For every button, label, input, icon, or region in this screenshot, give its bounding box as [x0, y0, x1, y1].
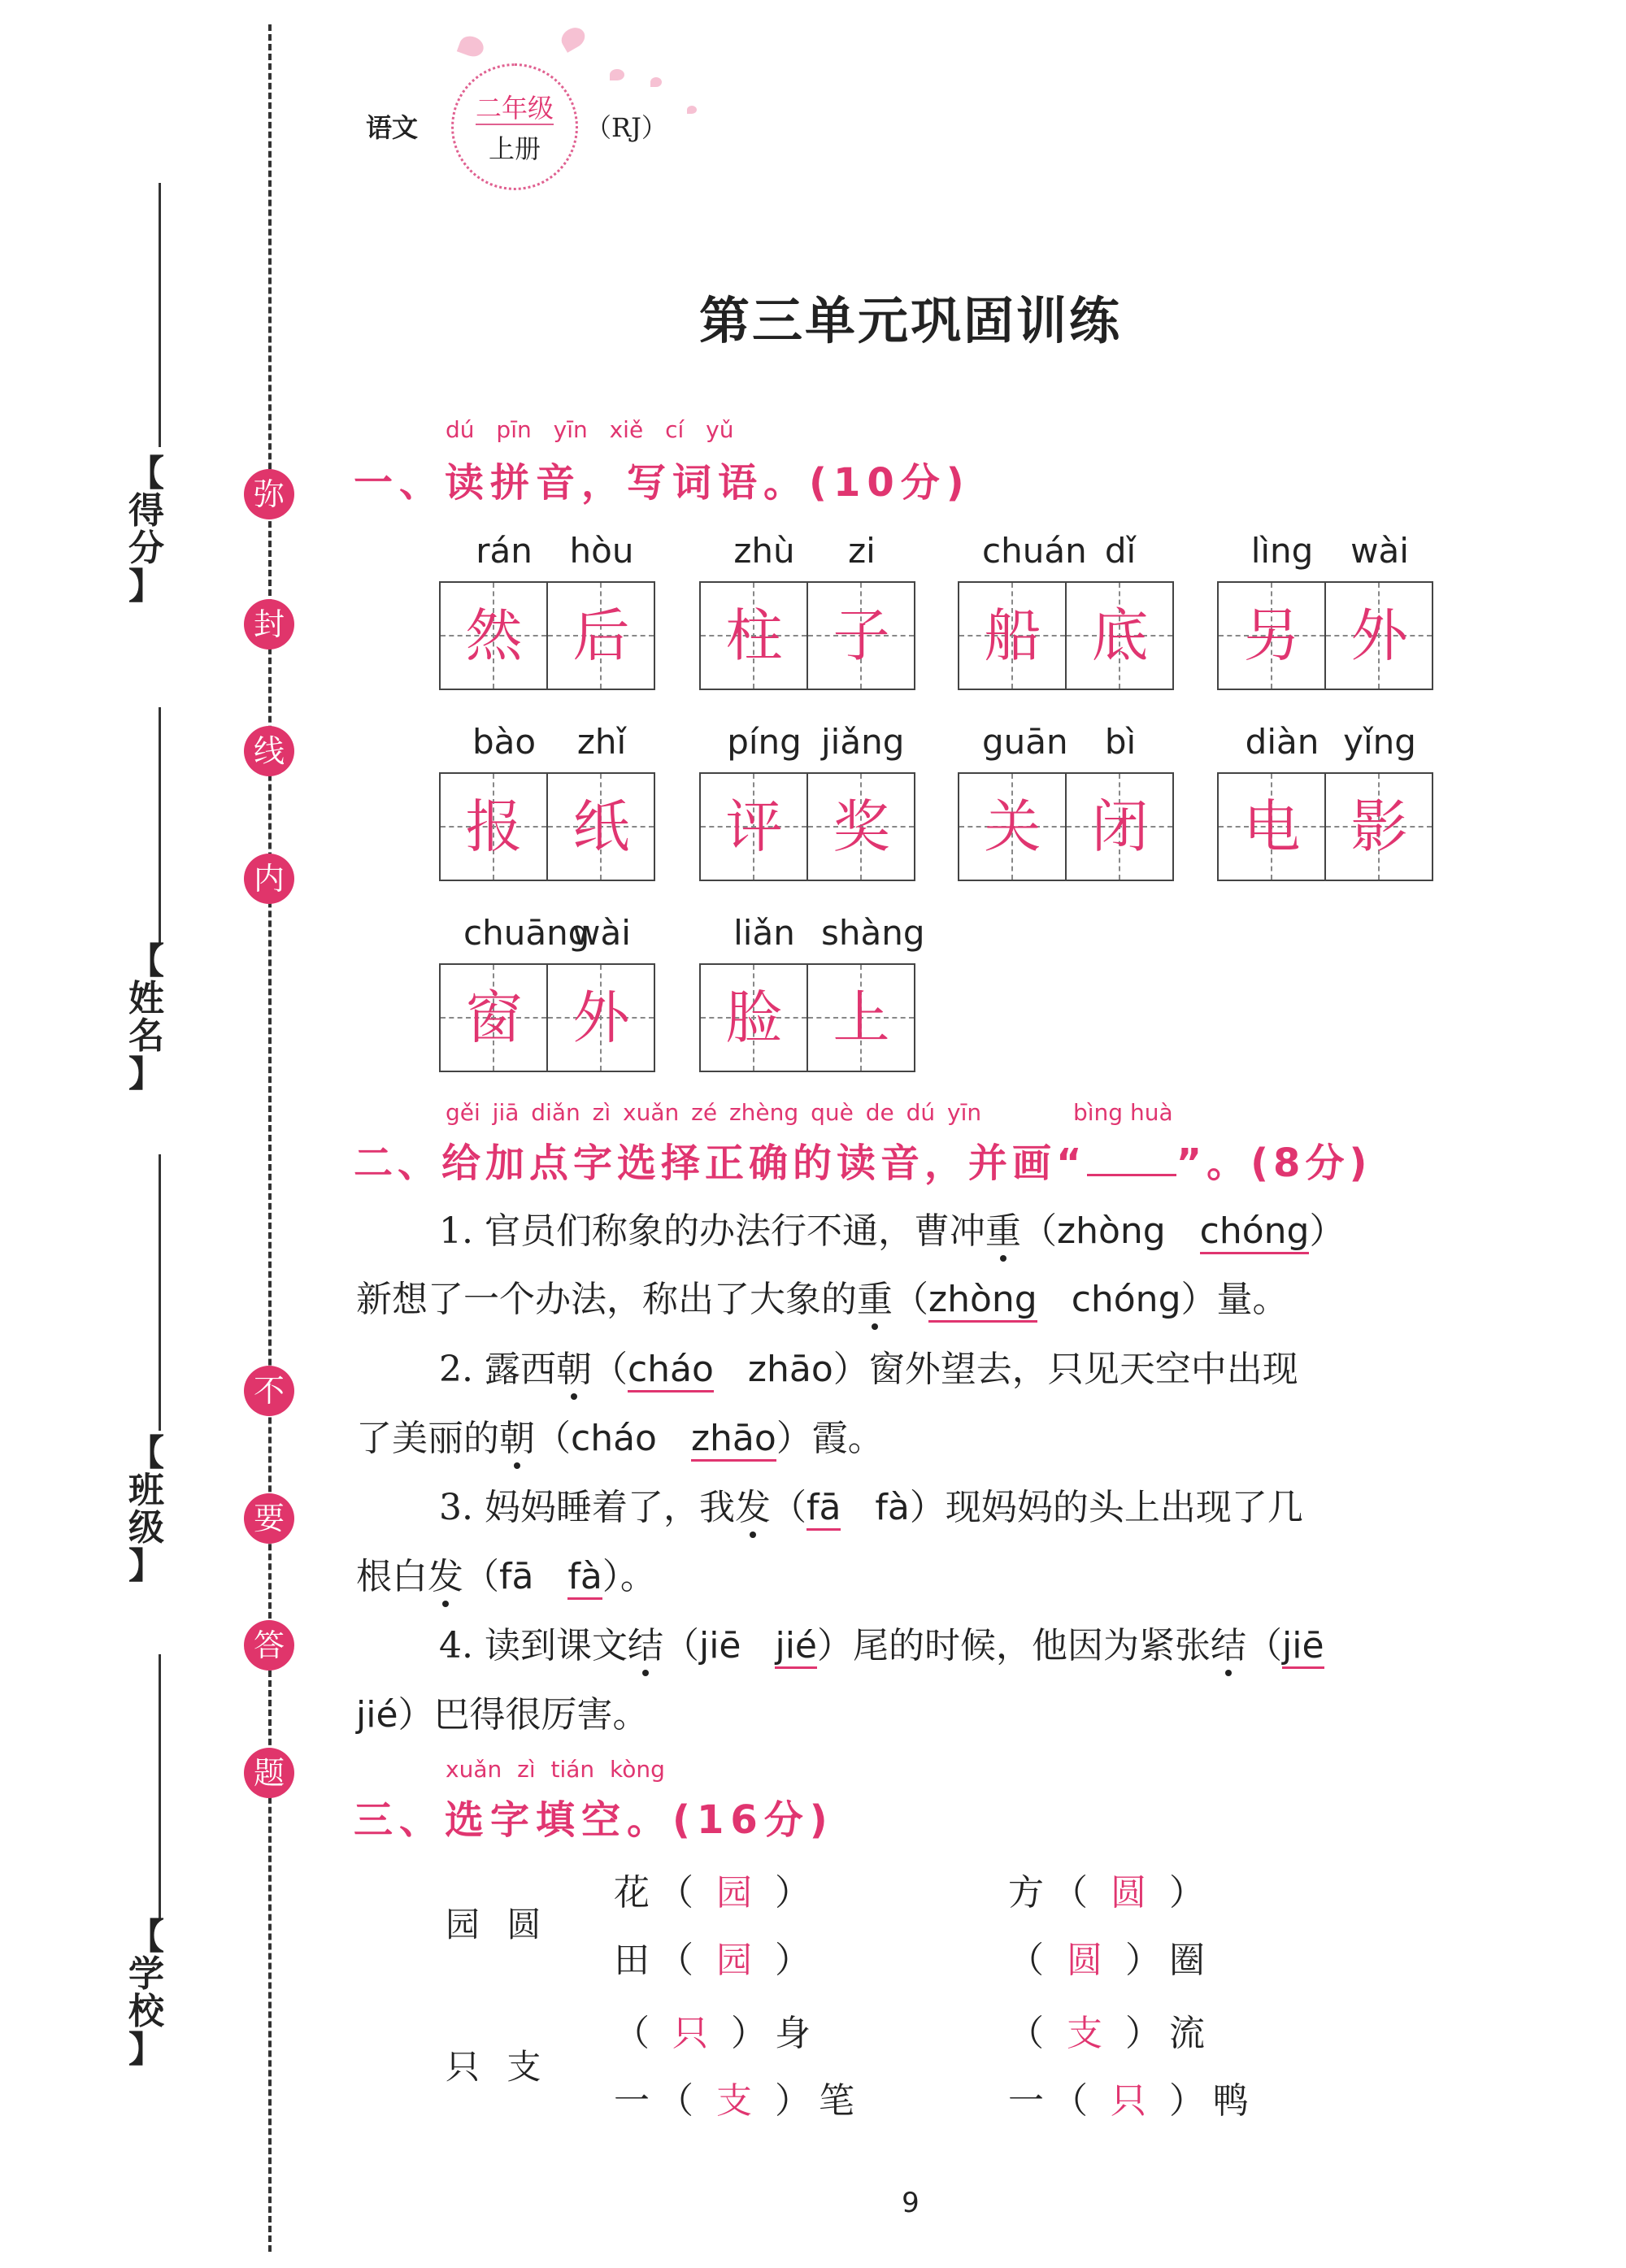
grade-divider — [476, 124, 554, 125]
blank-context: ）圈 — [1125, 1940, 1213, 1981]
answer-char: 评 — [725, 793, 783, 860]
seal-char: 要 — [244, 1493, 294, 1544]
answer-char: 船 — [984, 602, 1041, 669]
answer-char: 外 — [1350, 602, 1408, 669]
seal-char: 线 — [244, 726, 294, 776]
subject-label: 语文 — [366, 112, 419, 143]
q2-line2: 了美丽的朝（cháo zhāo）霞。 — [356, 1409, 884, 1461]
answer-char: 然 — [465, 602, 523, 669]
word-pinyin: yǐng — [1343, 722, 1416, 762]
answer-char: 纸 — [572, 793, 630, 860]
writing-grid[interactable] — [439, 581, 655, 690]
word-pinyin: zhǐ — [576, 722, 627, 762]
grid-cell[interactable] — [701, 965, 806, 1071]
grid-cell[interactable] — [806, 774, 914, 880]
grid-cell[interactable] — [806, 583, 914, 689]
section1-pinyin: dú pīn yīn xiě cí yǔ — [446, 416, 734, 443]
fill-blank-item — [1008, 2071, 1257, 2123]
answer-char: 窗 — [465, 984, 523, 1051]
q1-line1: 1. 官员们称象的办法行不通，曹冲重（zhòng chóng） — [439, 1201, 1345, 1253]
writing-grid[interactable] — [699, 963, 915, 1072]
section3-pinyin: xuǎn zì tián kòng — [446, 1756, 665, 1783]
fill-blank-item — [1008, 1863, 1213, 1915]
word-pinyin: shàng — [821, 913, 925, 953]
section3-heading: 三、选字填空。(16分) — [354, 1797, 834, 1843]
answer-underline[interactable]: chóng — [1200, 1210, 1310, 1254]
answer-char: 另 — [1243, 602, 1301, 669]
q4-line1: 4. 读到课文结（jiē jié）尾的时候，他因为紧张结（jiē — [439, 1616, 1324, 1668]
name-line[interactable] — [159, 707, 161, 943]
seal-char: 内 — [244, 854, 294, 904]
grade-label: 二年级 — [475, 93, 554, 124]
word-pinyin: bào — [472, 722, 537, 762]
word-pinyin: chuán — [982, 531, 1087, 571]
grid-cell[interactable] — [441, 774, 546, 880]
writing-grid[interactable] — [699, 581, 915, 690]
section2-heading: 二、给加点字选择正确的读音，并画“ ”。(8分) — [354, 1141, 1372, 1186]
grid-cell[interactable] — [701, 583, 806, 689]
word-pinyin: rán — [476, 531, 533, 571]
blank-context: ） — [775, 1940, 819, 1981]
fill-blank-item — [1008, 2004, 1213, 2056]
fill-blank-item — [614, 1863, 819, 1915]
section1-heading: 一、读拼音，写词语。(10分) — [354, 460, 971, 506]
seal-char: 答 — [244, 1620, 294, 1671]
q3-line1: 3. 妈妈睡着了，我发（fā fà）现妈妈的头上出现了几 — [439, 1478, 1303, 1530]
blank-context: ）身 — [731, 2013, 819, 2054]
word-pinyin: zi — [848, 531, 876, 571]
char-options-1: 园 圆 — [446, 1905, 541, 1944]
seal-dotted-line — [268, 24, 272, 2252]
grid-cell[interactable] — [1065, 583, 1172, 689]
answer-underline[interactable]: zhāo — [691, 1418, 776, 1462]
blank-answer[interactable]: 圆 — [1067, 1940, 1111, 1981]
answer-underline[interactable]: zhòng — [928, 1279, 1037, 1323]
q2-line1: 2. 露西朝（cháo zhāo）窗外望去，只见天空中出现 — [439, 1340, 1298, 1392]
answer-underline[interactable]: fā — [806, 1487, 841, 1531]
grid-cell[interactable] — [1219, 583, 1324, 689]
blank-answer[interactable]: 只 — [1111, 2080, 1154, 2122]
blank-context: ） — [1169, 1872, 1213, 1914]
word-pinyin: guān — [982, 722, 1068, 762]
q1-line2: 新想了一个办法，称出了大象的重（zhòng chóng）量。 — [356, 1270, 1289, 1322]
class-label: 【 班 级 】 — [128, 1432, 164, 1587]
score-label: 【 得 分 】 — [128, 453, 164, 607]
seal-char: 不 — [244, 1366, 294, 1416]
blank-context: （ — [1008, 2013, 1052, 2054]
answer-char: 奖 — [833, 793, 890, 860]
seal-char: 封 — [244, 599, 294, 650]
answer-underline[interactable]: jiē — [1282, 1625, 1324, 1669]
blank-context: 花（ — [614, 1872, 702, 1914]
answer-char: 后 — [572, 602, 630, 669]
word-pinyin: diàn — [1245, 722, 1319, 762]
fill-blank-item — [614, 2071, 863, 2123]
q3-line2: 根白发（fā fà）。 — [356, 1547, 656, 1599]
section2-pinyin: gěi jiā diǎn zì xuǎn zé zhèng què de dú yīn — [446, 1099, 982, 1126]
grid-cell[interactable] — [959, 774, 1065, 880]
grid-cell[interactable] — [1324, 583, 1432, 689]
blank-context: （ — [614, 2013, 658, 2054]
section2-pinyin-b: bìng huà — [1073, 1099, 1173, 1126]
answer-char: 电 — [1243, 793, 1301, 860]
answer-underline[interactable]: fà — [567, 1556, 602, 1600]
grid-cell[interactable] — [546, 774, 654, 880]
petal-decoration — [687, 106, 697, 114]
blank-context: ）鸭 — [1169, 2080, 1257, 2122]
seal-char: 题 — [244, 1748, 294, 1798]
writing-grid[interactable] — [1217, 581, 1433, 690]
petal-decoration — [610, 69, 624, 80]
char-options-2: 只 支 — [446, 2047, 541, 2087]
answer-char: 报 — [465, 793, 523, 860]
writing-grid[interactable] — [958, 581, 1174, 690]
word-pinyin: wài — [572, 913, 631, 953]
answer-char: 上 — [833, 984, 890, 1051]
blank-answer[interactable]: 园 — [716, 1940, 760, 1981]
seal-char: 弥 — [244, 469, 294, 519]
fill-blank-item — [614, 1931, 819, 1983]
grid-cell[interactable] — [546, 583, 654, 689]
blank-context: ）笔 — [775, 2080, 863, 2122]
petal-decoration — [558, 24, 589, 53]
answer-char: 底 — [1091, 602, 1149, 669]
writing-grid[interactable] — [439, 772, 655, 881]
petal-decoration — [650, 77, 662, 87]
word-pinyin: dǐ — [1104, 531, 1137, 571]
answer-char: 闭 — [1091, 793, 1149, 860]
answer-underline[interactable]: cháo — [628, 1349, 714, 1393]
grid-cell[interactable] — [1324, 774, 1432, 880]
school-label: 【 学 校 】 — [128, 1916, 164, 2070]
grid-cell[interactable] — [441, 965, 546, 1071]
grid-cell[interactable] — [959, 583, 1065, 689]
edition-label: （RJ） — [585, 112, 667, 143]
blank-context: 方（ — [1008, 1872, 1096, 1914]
fill-blank-item — [614, 2004, 819, 2056]
blank-context: 一（ — [1008, 2080, 1096, 2122]
answer-char: 子 — [833, 602, 890, 669]
grid-cell[interactable] — [806, 965, 914, 1071]
writing-grid[interactable] — [699, 772, 915, 881]
word-pinyin: zhù — [733, 531, 795, 571]
blank-answer[interactable]: 只 — [672, 2013, 716, 2054]
blank-answer[interactable]: 支 — [716, 2080, 760, 2122]
writing-grid[interactable] — [1217, 772, 1433, 881]
word-pinyin: hòu — [569, 531, 634, 571]
grid-cell[interactable] — [1219, 774, 1324, 880]
word-pinyin: bì — [1104, 722, 1137, 762]
word-pinyin: chuāng — [463, 913, 590, 953]
grade-badge — [451, 63, 578, 190]
grid-cell[interactable] — [1065, 774, 1172, 880]
grid-cell[interactable] — [701, 774, 806, 880]
blank-answer[interactable]: 圆 — [1111, 1872, 1154, 1914]
word-pinyin: jiǎng — [821, 722, 905, 762]
blank-context: （ — [1008, 1940, 1052, 1981]
blank-context: ） — [775, 1872, 819, 1914]
word-pinyin: wài — [1350, 531, 1409, 571]
school-line[interactable] — [159, 1654, 161, 1918]
blank-context: 一（ — [614, 2080, 702, 2122]
word-pinyin: liǎn — [733, 913, 795, 953]
writing-grid[interactable] — [439, 963, 655, 1072]
word-pinyin: píng — [727, 722, 802, 762]
answer-char: 影 — [1350, 793, 1408, 860]
answer-underline[interactable]: jié — [775, 1625, 817, 1669]
q4-line2: jié）巴得很厉害。 — [356, 1694, 649, 1736]
blank-context: 田（ — [614, 1940, 702, 1981]
word-pinyin: lìng — [1250, 531, 1314, 571]
answer-char: 外 — [572, 984, 630, 1051]
answer-char: 关 — [984, 793, 1041, 860]
petal-decoration — [457, 33, 486, 60]
class-line[interactable] — [159, 1154, 161, 1431]
page-number: 9 — [902, 2187, 920, 2219]
blank-answer[interactable]: 园 — [716, 1872, 760, 1914]
fill-blank-item — [1008, 1931, 1213, 1983]
name-label: 【 姓 名 】 — [128, 941, 164, 1095]
blank-context: ）流 — [1125, 2013, 1213, 2054]
grid-cell[interactable] — [546, 965, 654, 1071]
grid-cell[interactable] — [441, 583, 546, 689]
writing-grid[interactable] — [958, 772, 1174, 881]
blank-answer[interactable]: 支 — [1067, 2013, 1111, 2054]
answer-char: 脸 — [725, 984, 783, 1051]
answer-char: 柱 — [725, 602, 783, 669]
volume-label: 上册 — [488, 133, 541, 164]
page-title: 第三单元巩固训练 — [698, 291, 1122, 350]
